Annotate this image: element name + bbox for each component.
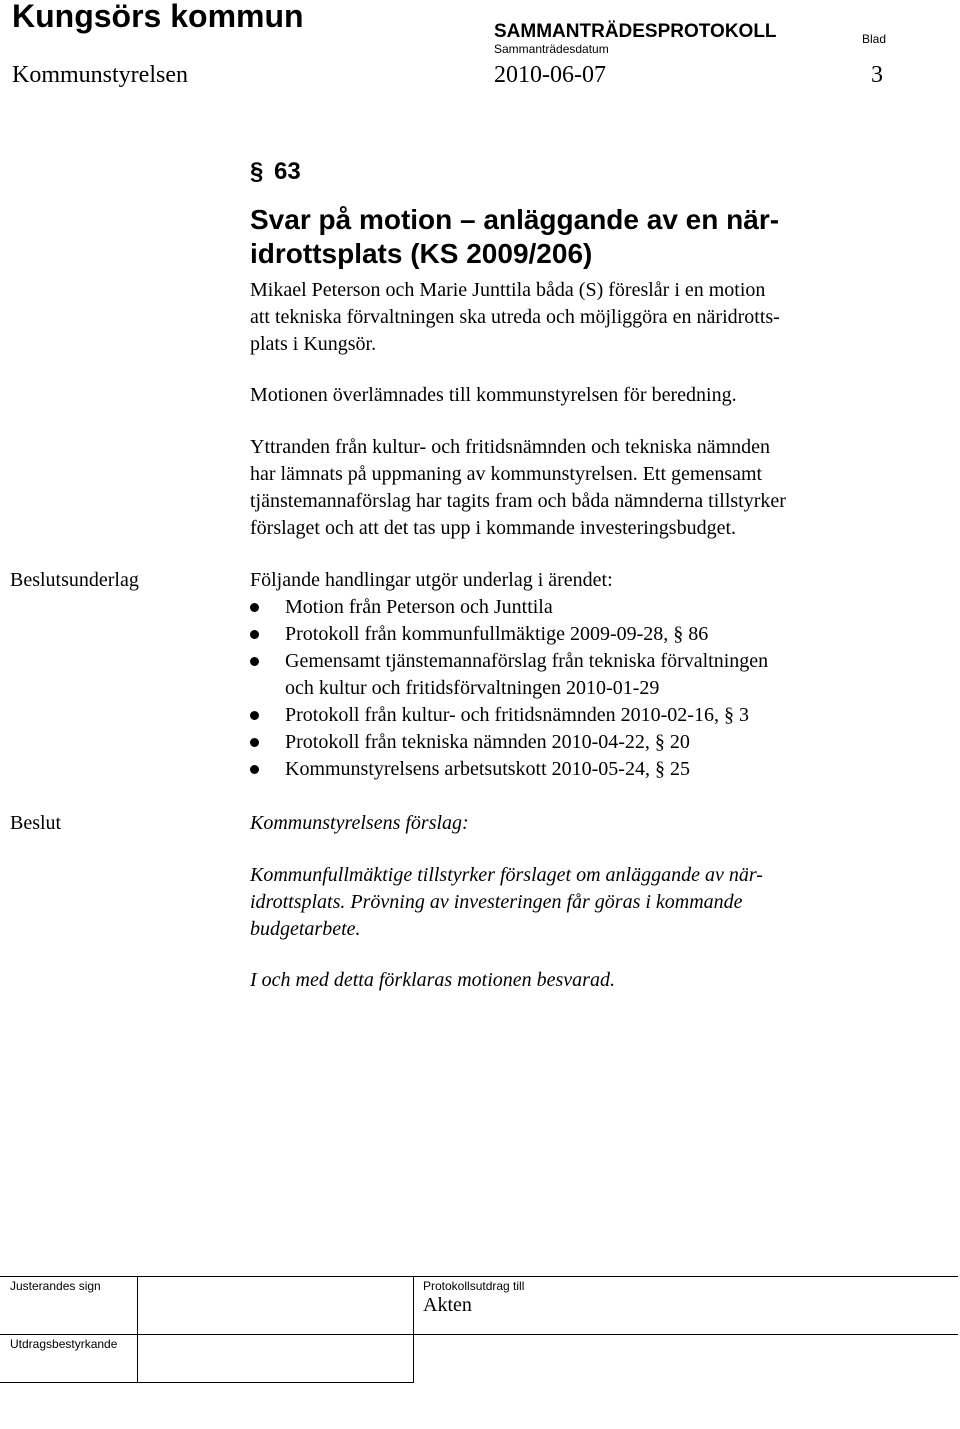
title-line: idrottsplats (KS 2009/206) xyxy=(250,238,593,269)
section-number: 63 xyxy=(274,158,301,185)
meeting-date-label: Sammanträdesdatum xyxy=(494,42,609,56)
paragraph-line: Motionen överlämnades till kommunstyrelsen för beredning. xyxy=(250,384,737,406)
paragraph xyxy=(250,434,930,542)
paragraph xyxy=(250,382,930,409)
bullet-icon xyxy=(250,630,259,639)
list-item: Protokoll från kommunfullmäktige 2009-09-28, § 86 xyxy=(250,621,930,648)
signature-cell xyxy=(0,1277,138,1335)
decision-basis-label: Beslutsunderlag xyxy=(10,569,139,591)
section-title xyxy=(250,203,930,271)
certification-cell xyxy=(138,1335,414,1383)
paragraph-line: plats i Kungsör. xyxy=(250,333,377,355)
proposal-line: idrottsplats. Prövning av investeringen får göras i kommande xyxy=(250,891,743,913)
paragraph-line: Yttranden från kultur- och fritidsnämnden och tekniska nämnden xyxy=(250,436,770,458)
signature-table xyxy=(0,1276,958,1383)
paragraph xyxy=(250,277,930,358)
extract-to-value: Akten xyxy=(423,1294,472,1316)
bullet-icon xyxy=(250,765,259,774)
decision-label: Beslut xyxy=(10,812,62,834)
adjusters-sign-label: Justerandes sign xyxy=(10,1279,101,1293)
decision-basis-list xyxy=(250,594,930,783)
committee-name: Kommunstyrelsen xyxy=(12,62,188,88)
proposal-line: Kommunfullmäktige tillstyrker förslaget om anläggande av när- xyxy=(250,864,763,886)
page-label: Blad xyxy=(862,32,887,46)
page-number: 3 xyxy=(871,62,883,88)
bullet-icon xyxy=(250,603,259,612)
motion-answered: I och med detta förklaras motionen besvarad. xyxy=(250,969,615,991)
bullet-icon xyxy=(250,738,259,747)
paragraph-line: förslaget och att det tas upp i kommande investeringsbudget. xyxy=(250,517,736,539)
list-item: Protokoll från tekniska nämnden 2010-04-22, § 20 xyxy=(250,729,930,756)
extract-to-cell xyxy=(414,1277,958,1335)
paragraph-line: har lämnats på uppmaning av kommunstyrelsen. Ett gemensamt xyxy=(250,463,763,485)
extract-to-label: Protokollsutdrag till xyxy=(423,1279,525,1293)
document-type: SAMMANTRÄDESPROTOKOLL xyxy=(494,21,777,42)
bullet-icon xyxy=(250,657,259,666)
organization-name: Kungsörs kommun xyxy=(12,0,304,34)
proposal-line: budgetarbete. xyxy=(250,918,361,940)
certification-cell xyxy=(0,1335,138,1383)
signature-cell xyxy=(138,1277,414,1335)
decision-basis-intro: Följande handlingar utgör underlag i ärendet: xyxy=(250,569,613,591)
section-sign: § xyxy=(250,158,264,185)
list-item: Gemensamt tjänstemannaförslag från tekniska förvaltningen och kultur och fritidsförvaltningen 2010-01-29 xyxy=(250,648,930,702)
list-item: Kommunstyrelsens arbetsutskott 2010-05-24, § 25 xyxy=(250,756,930,783)
list-item: Motion från Peterson och Junttila xyxy=(250,594,930,621)
title-line: Svar på motion – anläggande av en när- xyxy=(250,204,780,235)
list-item: Protokoll från kultur- och fritidsnämnden 2010-02-16, § 3 xyxy=(250,702,930,729)
bullet-icon xyxy=(250,711,259,720)
proposal-label: Kommunstyrelsens förslag: xyxy=(250,812,469,834)
paragraph-line: Mikael Peterson och Marie Junttila båda (S) föreslår i en motion xyxy=(250,279,766,301)
paragraph-line: tjänstemannaförslag har tagits fram och båda nämnderna tillstyrker xyxy=(250,490,786,512)
certification-label: Utdragsbestyrkande xyxy=(10,1337,118,1351)
proposal-text xyxy=(250,862,930,943)
paragraph-line: att tekniska förvaltningen ska utreda och möjliggöra en näridrotts- xyxy=(250,306,780,328)
meeting-date: 2010-06-07 xyxy=(494,62,606,88)
